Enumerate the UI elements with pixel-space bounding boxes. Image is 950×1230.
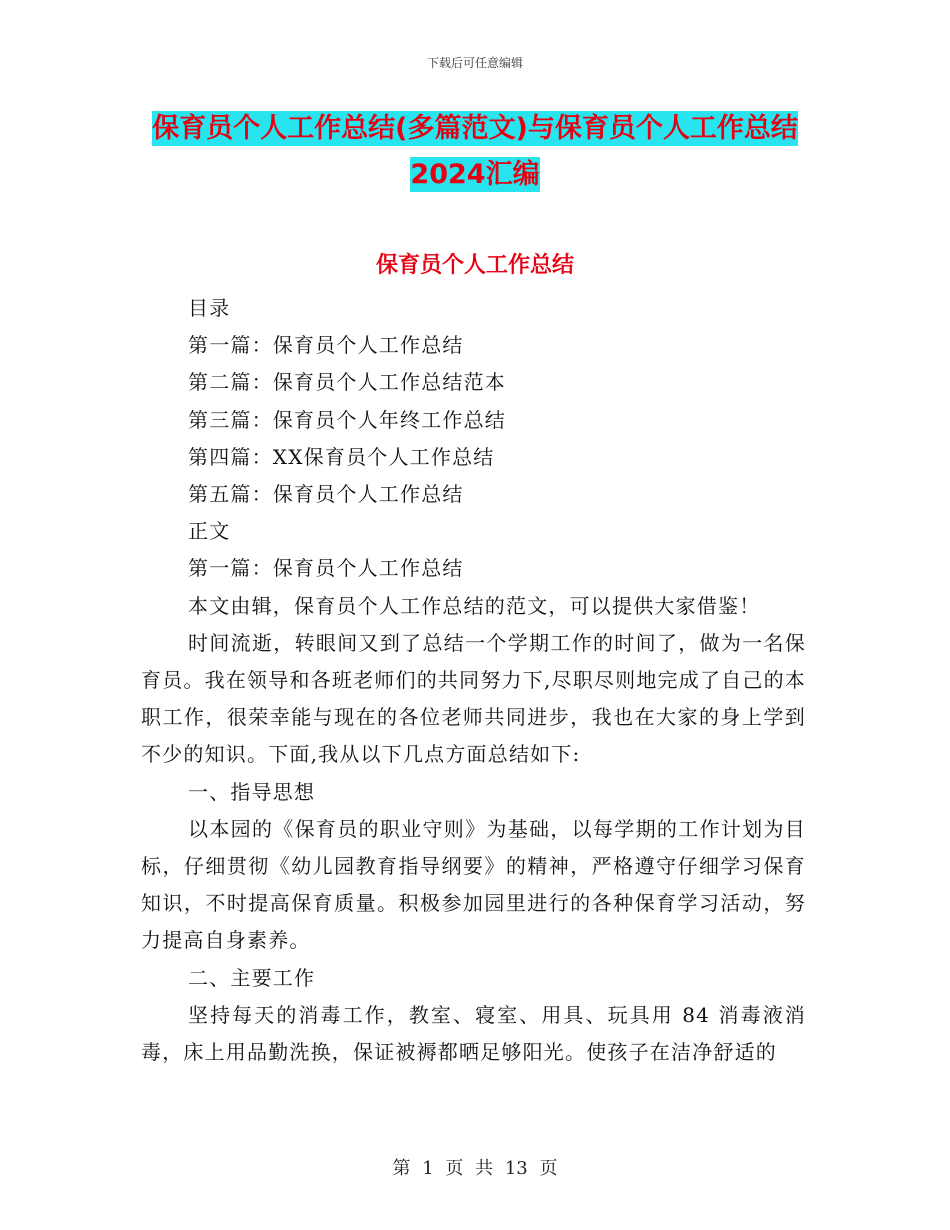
body-heading: 正文 (188, 519, 231, 544)
toc-item: 第二篇：保育员个人工作总结范本 (188, 370, 506, 395)
section-heading: 一、指导思想 (188, 779, 316, 804)
paragraph: 以本园的《保育员的职业守则》为基础，以每学期的工作计划为目标，仔细贯彻《幼儿园教育指导纲要》的精神，严格遵守仔细学习保育知识，不时提高保育质量。积极参加园里进行的各种保育学习活动，努力提高自身素养。 (141, 816, 806, 953)
document-title (130, 106, 820, 198)
body-text (141, 290, 806, 1071)
toc-item: 第三篇：保育员个人年终工作总结 (188, 407, 506, 432)
toc-item: 第一篇：保育员个人工作总结 (188, 333, 464, 358)
chapter-heading: 第一篇：保育员个人工作总结 (188, 556, 464, 581)
section-title: 保育员个人工作总结 (375, 253, 574, 278)
toc-item: 第五篇：保育员个人工作总结 (188, 482, 464, 507)
title-highlight: 保育员个人工作总结(多篇范文)与保育员个人工作总结2024汇编 (152, 113, 798, 190)
paragraph: 时间流逝，转眼间又到了总结一个学期工作的时间了，做为一名保育员。我在领导和各班老师们的共同努力下,尽职尽则地完成了自己的本职工作，很荣幸能与现在的各位老师共同进步，我也在大家的身上学到不少的知识。下面,我从以下几点方面总结如下: (141, 630, 806, 767)
paragraph: 坚持每天的消毒工作，教室、寝室、用具、玩具用 84 消毒液消毒，床上用品勤洗换，保证被褥都晒足够阳光。使孩子在洁净舒适的 (141, 1002, 806, 1065)
toc-heading: 目录 (188, 296, 231, 320)
section-heading: 二、主要工作 (188, 965, 316, 990)
page-number: 第 1 页 共 13 页 (392, 1158, 558, 1179)
header-note: 下载后可任意编辑 (426, 56, 523, 70)
paragraph: 本文由辑，保育员个人工作总结的范文，可以提供大家借鉴！ (188, 593, 761, 618)
toc-item: 第四篇：XX保育员个人工作总结 (188, 444, 495, 469)
